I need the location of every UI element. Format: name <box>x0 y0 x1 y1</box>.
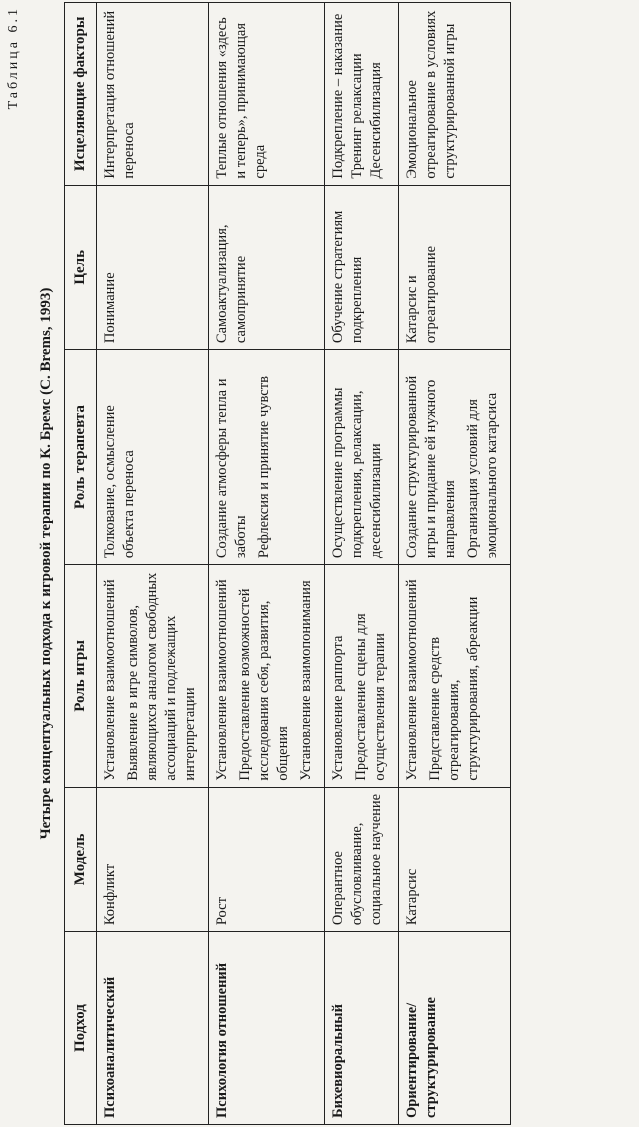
play-role-line: Установление взаимопонимания <box>298 580 314 781</box>
play-role-line: Предоставление сцены для осуществления терапии <box>353 613 388 781</box>
cell-play-role <box>399 565 511 788</box>
table-row <box>97 3 209 1125</box>
cell-therapist-role <box>209 350 325 565</box>
play-role-line: Установление взаимоотношений <box>214 579 230 781</box>
cell-therapist-role <box>97 350 209 565</box>
play-role-line: Установление взаимоотношений <box>102 579 118 781</box>
cell-model: Оперантное обусловливание, социальное научение <box>325 787 399 932</box>
approaches-table <box>64 2 511 1125</box>
cell-play-role <box>209 565 325 788</box>
table-number <box>6 6 22 109</box>
therapist-role-line: Рефлексия и принятие чувств <box>256 376 272 559</box>
table-number-label: Таблица <box>6 39 21 110</box>
play-role-line: Установление взаимоотношений <box>404 579 420 781</box>
header-healing-factors: Исцеляющие факторы <box>65 3 97 186</box>
cell-healing-factors: Теплые отношения «здесь и теперь», принимающая среда <box>209 3 325 186</box>
cell-play-role <box>97 565 209 788</box>
table-row <box>399 3 511 1125</box>
cell-healing-factors: Эмоциональное отреагирование в условиях структурированной игры <box>399 3 511 186</box>
header-play-role: Роль игры <box>65 565 97 788</box>
cell-goal: Самоактуализация, самопринятие <box>209 185 325 350</box>
header-model: Модель <box>65 787 97 932</box>
cell-healing-factors: Подкрепление – наказание Тренинг релаксации Десенсибилизация <box>325 3 399 186</box>
cell-model: Рост <box>209 787 325 932</box>
cell-goal: Обучение стратегиям подкрепления <box>325 185 399 350</box>
therapist-role-line: Толкование, осмысление объекта переноса <box>102 405 137 559</box>
cell-approach: Психоаналитический <box>97 932 209 1125</box>
cell-approach: Ориентирование/структурирование <box>399 932 511 1125</box>
cell-play-role <box>325 565 399 788</box>
therapist-role-line: Организация условий для эмоционального катарсиса <box>465 392 500 559</box>
therapist-role-line: Создание структурированной игры и придание ей нужного направления <box>404 375 458 559</box>
play-role-line: Представление средств отреагирования, структурирования, абреакции <box>427 596 481 781</box>
therapist-role-line: Осуществление программы подкрепления, релаксации, десенсибилизации <box>330 387 384 559</box>
cell-goal: Катарсис и отреагирование <box>399 185 511 350</box>
play-role-line: Выявление в игре символов, являющихся аналогом свободных ассоциаций и подлежащих интерпретации <box>125 572 198 781</box>
table-title: Четыре концептуальных подхода к игровой терапии по К. Бремс (C. Brems, 1993) <box>38 287 54 840</box>
therapist-role-line: Создание атмосферы тепла и заботы <box>214 378 249 559</box>
cell-approach: Бихевиоральный <box>325 932 399 1125</box>
header-goal: Цель <box>65 185 97 350</box>
play-role-line: Установление раппорта <box>330 635 346 781</box>
header-approach: Подход <box>65 932 97 1125</box>
table-number-value: 6.1 <box>6 6 21 33</box>
table-row <box>209 3 325 1125</box>
cell-therapist-role <box>325 350 399 565</box>
header-therapist-role: Роль терапевта <box>65 350 97 565</box>
play-role-line: Предоставление возможностей исследования себя, развития, общения <box>237 588 291 781</box>
cell-approach: Психология отношений <box>209 932 325 1125</box>
cell-goal: Понимание <box>97 185 209 350</box>
cell-healing-factors: Интерпретация отношений переноса <box>97 3 209 186</box>
table-row <box>325 3 399 1125</box>
cell-therapist-role <box>399 350 511 565</box>
cell-model: Катарсис <box>399 787 511 932</box>
cell-model: Конфликт <box>97 787 209 932</box>
table-header-row <box>65 3 97 1125</box>
